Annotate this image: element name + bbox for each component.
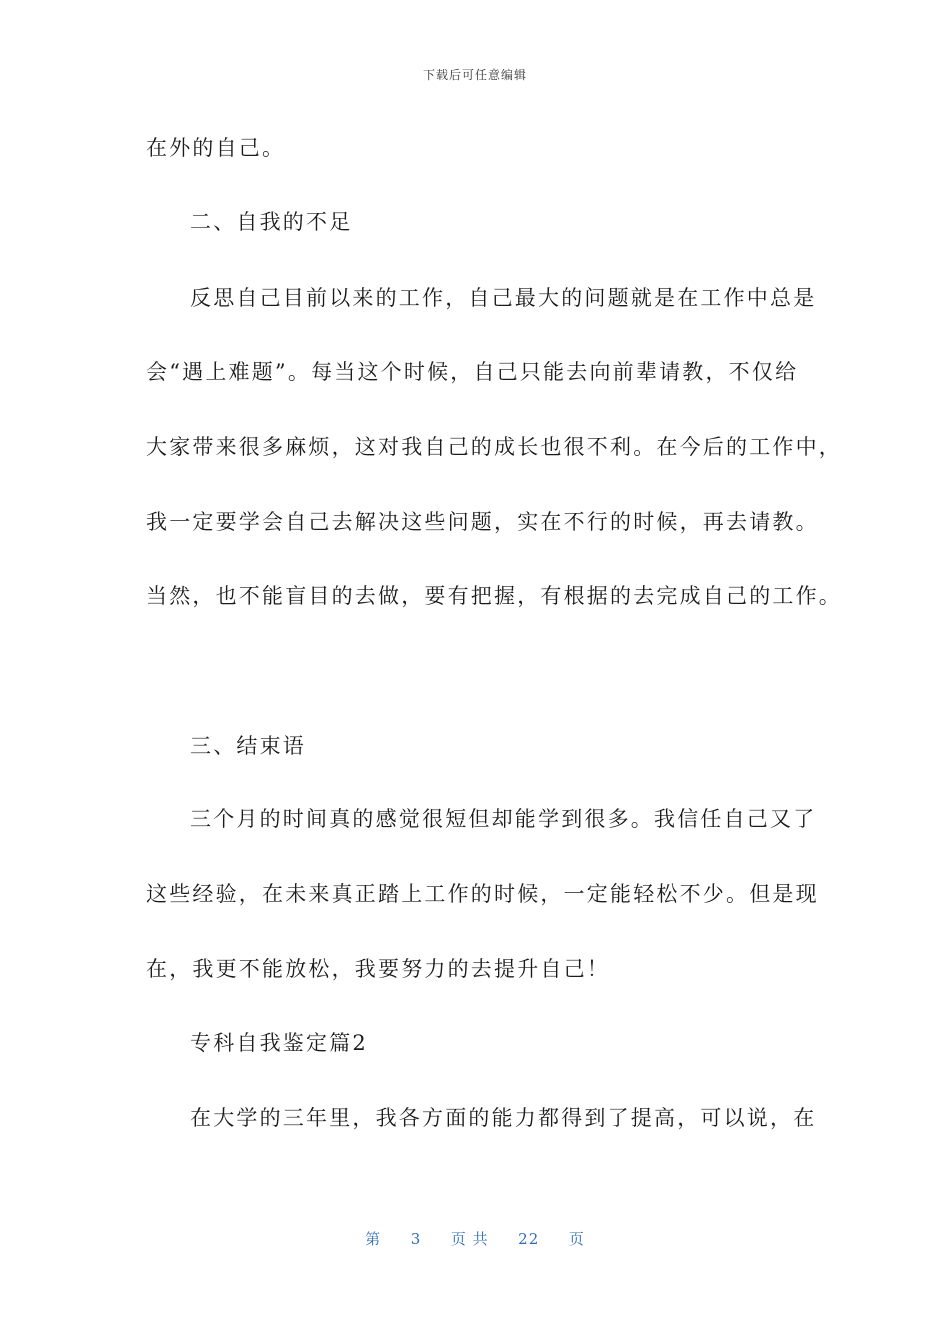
text-line: 在，我更不能放松，我要努力的去提升自己！ <box>146 957 610 981</box>
text-line: 在大学的三年里，我各方面的能力都得到了提高，可以说，在 <box>190 1106 817 1130</box>
text-line: 我一定要学会自己去解决这些问题，实在不行的时候，再去请教。 <box>146 510 819 534</box>
footer-middle: 页 共 <box>450 1230 489 1248</box>
text-line: 会“遇上难题”。每当这个时候，自己只能去向前辈请教，不仅给 <box>146 360 799 384</box>
current-page-number: 3 <box>410 1230 422 1248</box>
text-line: 在外的自己。 <box>146 136 286 160</box>
page-header-note: 下载后可任意编辑 <box>422 68 527 82</box>
section-heading: 专科自我鉴定篇2 <box>190 1031 368 1055</box>
text-line: 三个月的时间真的感觉很短但却能学到很多。我信任自己又了 <box>190 807 817 831</box>
footer-suffix: 页 <box>568 1230 585 1248</box>
text-line: 反思自己目前以来的工作，自己最大的问题就是在工作中总是 <box>190 286 817 310</box>
total-pages-number: 22 <box>518 1230 540 1248</box>
page-footer <box>0 1228 950 1249</box>
text-line: 这些经验，在未来真正踏上工作的时候，一定能轻松不少。但是现 <box>146 882 819 906</box>
text-line: 大家带来很多麻烦，这对我自己的成长也很不利。在今后的工作中， <box>146 435 842 459</box>
section-heading: 二、自我的不足 <box>190 210 353 234</box>
footer-prefix: 第 <box>365 1230 382 1248</box>
text-line: 当然，也不能盲目的去做，要有把握，有根据的去完成自己的工作。 <box>146 584 842 608</box>
section-heading: 三、结束语 <box>190 734 306 758</box>
